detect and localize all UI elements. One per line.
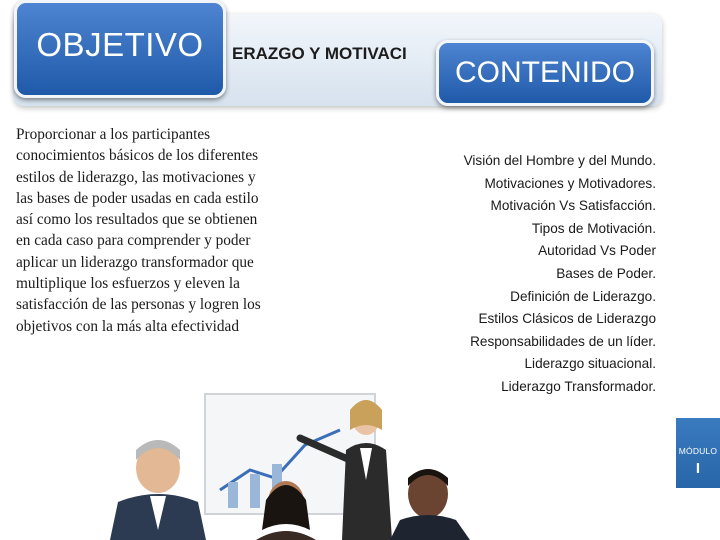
content-item: Liderazgo Transformador. (501, 378, 656, 394)
content-item: Autoridad Vs Poder (538, 243, 656, 259)
content-item: Definición de Liderazgo. (510, 288, 656, 304)
content-list (464, 150, 656, 399)
woman-middle-body (256, 531, 316, 540)
objetivo-tab: OBJETIVO (14, 0, 226, 98)
whiteboard-bar (250, 474, 260, 508)
module-label: MÓDULO (678, 446, 718, 456)
module-number: I (695, 460, 701, 477)
contenido-tab: CONTENIDO (436, 40, 654, 106)
content-item: Estilos Clásicos de Liderazgo (478, 311, 656, 327)
content-item: Visión del Hombre y del Mundo. (463, 153, 656, 168)
content-item: Motivación Vs Satisfacción. (490, 198, 656, 214)
content-item: Responsabilidades de un líder. (470, 333, 656, 349)
presentation-title: ERAZGO Y MOTIVACI (232, 44, 407, 63)
whiteboard-bar (228, 482, 238, 508)
objective-description: Proporcionar a los participantes conocimientos básicos de los diferentes estilos de liderazgo, las motivaciones y las bases de poder usadas en cada estilo así como los resultados que se obtienen en cada caso para comprender y poder aplicar un liderazgo transformador que multiplique los esfuerzos y eleven la satisfacción de las personas y logren los objetivos con la más alta efectividad (16, 126, 261, 335)
module-indicator (676, 418, 720, 488)
man-right-suit (390, 515, 470, 540)
content-item: Motivaciones y Motivadores. (484, 175, 656, 191)
team-photo (110, 390, 478, 540)
content-item: Liderazgo situacional. (524, 356, 656, 372)
content-item: Tipos de Motivación. (531, 220, 656, 236)
content-item: Bases de Poder. (556, 265, 656, 281)
team-photo-illustration (110, 390, 478, 540)
